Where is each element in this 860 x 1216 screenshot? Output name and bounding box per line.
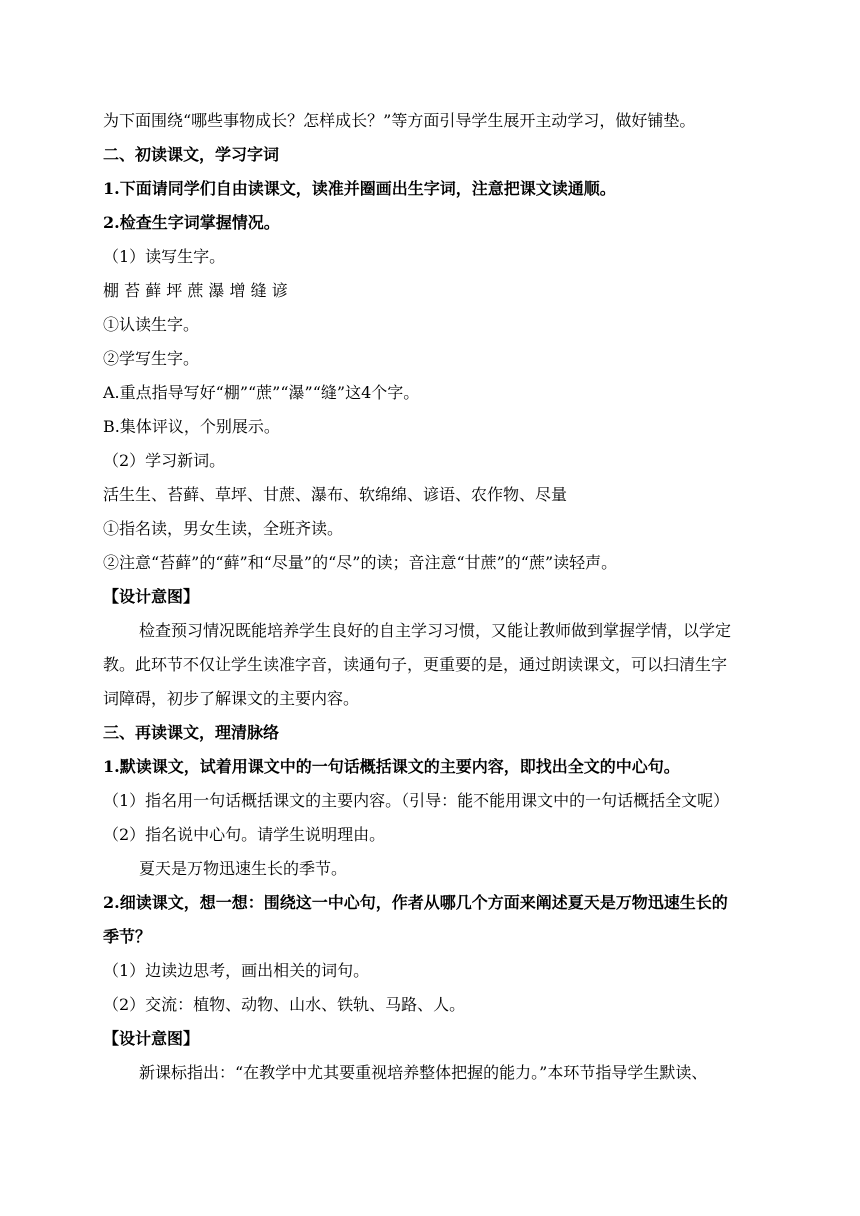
text-line: （2）指名说中心句。请学生说明理由。	[103, 825, 386, 844]
text-line: B.集体评议，个别展示。	[103, 417, 280, 436]
text-line: （1）边读边思考，画出相关的词句。	[103, 961, 370, 980]
paragraph-line: 检查预习情况既能培养学生良好的自主学习习惯，又能让教师做到掌握学情，以学定	[139, 621, 732, 640]
text-line: （1）读写生字。	[103, 247, 226, 266]
section-heading: 三、再读课文，理清脉络	[103, 723, 280, 742]
paragraph-line: 教。此环节不仅让学生读准字音，读通句子，更重要的是，通过朗读课文，可以扫清生字	[103, 655, 728, 674]
text-line: （2）交流：植物、动物、山水、铁轨、马路、人。	[103, 995, 466, 1014]
text-line: ②注意“苔藓”的“藓”和“尽量”的“尽”的读；音⁤注意“甘蔗”的“蔗”读轻声。	[103, 553, 618, 572]
paragraph-line: 新课标指出：“在教学中尤其要重视培养整体把握的能力。”本环节指导学生默读、	[139, 1063, 708, 1082]
text-line: ①指名读，男女生读，全班齐读。	[103, 519, 344, 538]
text-line: ①认读生字。	[103, 315, 200, 334]
paragraph-line: 词障碍，初步了解课文的主要内容。	[103, 689, 360, 708]
text-line: A.重点指导写好“棚”“蔗”“瀑”“缝”这4个字。	[103, 383, 420, 402]
section-heading: 二、初读课文，学习字词	[103, 145, 280, 164]
text-line: ②学写生字。	[103, 349, 200, 368]
design-intent-heading: 【设计意图】	[103, 1029, 200, 1048]
step-heading: 1.下面请同学们自由读课文，读准并圈画出生字词，注意把课文读通顺。	[103, 179, 616, 198]
step-heading: 2.检查生字词掌握情况。	[103, 213, 280, 232]
step-heading: 1.默读课文，试着用课文中的一句话概括课文的主要内容，即找出全文的中心句。	[103, 757, 680, 776]
text-line: （2）学习新词。	[103, 451, 226, 470]
text-line: 为下面围绕“哪些事物成长？怎样成长？”等方面引导学生展开主动学习，做好铺垫。	[103, 111, 696, 130]
step-heading-continued: 季节？	[103, 927, 152, 946]
design-intent-heading: 【设计意图】	[103, 587, 200, 606]
word-list: 活生生、苔藓、草坪、甘蔗、瀑布、软绵绵、谚语、农作物、尽量	[103, 485, 568, 504]
document-page	[103, 104, 785, 1090]
character-list: 棚 苔 藓 坪 蔗 瀑 增 缝 谚	[103, 281, 288, 300]
central-sentence: 夏天是万物迅速生长的季节。	[139, 859, 348, 878]
step-heading: 2.细读课文，想一想：围绕这一中心句，作者从哪几个方面来阐述夏天是万物迅速生长的	[103, 893, 728, 912]
text-line: （1）指名用一句话概括课文的主要内容。（引导：能不能用课文中的一句话概括全文呢）	[103, 791, 730, 810]
